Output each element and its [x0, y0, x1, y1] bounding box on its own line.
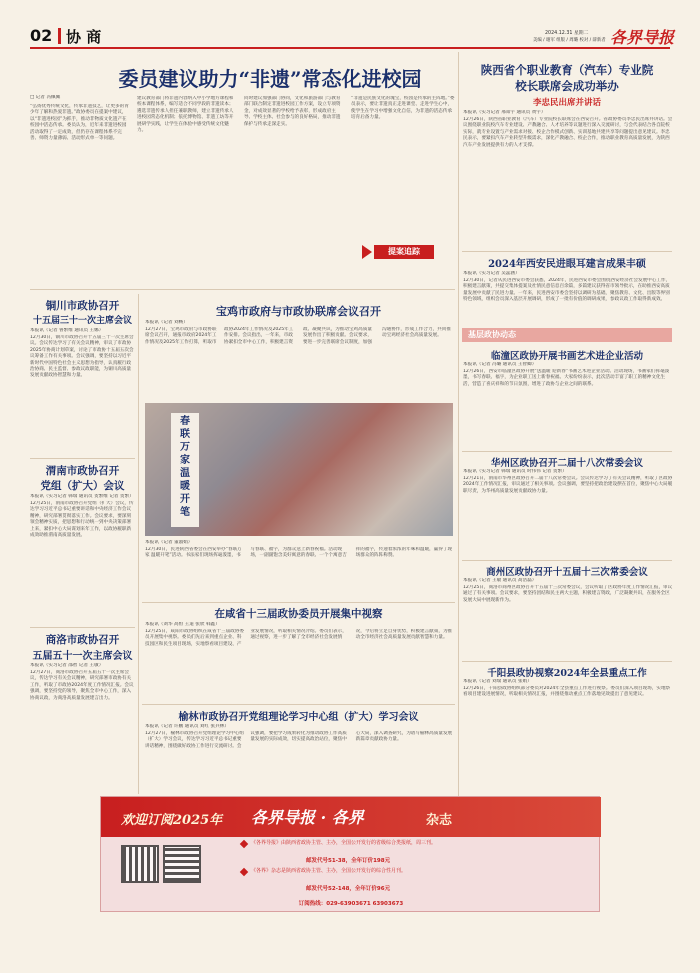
news-2-title: 华州区政协召开二届十八次常委会议	[490, 458, 643, 469]
left-2-title-2: 党组（扩大）会议	[40, 480, 125, 492]
caption-char: 暖	[180, 481, 190, 492]
mid-body: 12月25日，咸阳市政协组织在咸省十三届政协委员开展集中视察。委员们先后来到重点企业、科技园区和民生项目现场，实地察看项目建设、产业发展情况，听取相关情况介绍。委员们表示，通过视察，进一步了解了全市经济社会发展情况，今后将立足自身优势，积极建言献策，为推动全市经济社会高质量发展贡献智慧和力量。	[145, 629, 453, 647]
caption-char: 温	[180, 468, 190, 479]
center-rule-1	[142, 602, 455, 603]
banner-label: 提案追踪	[374, 245, 434, 259]
lead-column-3: 同时建议加强部门协同，文化和旅游部门与教育部门联合制定非遗进校园工作方案，设立专项资金，对成效显著的学校给予表彰，形成政府主导、学校主体、社会参与的良好格局，推动非遗保护与传承走深走实。	[244, 96, 341, 127]
ad-headline	[101, 797, 601, 837]
news-4-byline: 本报讯（记者 刘瑞 通讯员 张娟）	[463, 679, 532, 684]
news-2-byline: 本报讯（实习记者 韩瑞 通讯员 时伟伟 记者 贺繁）	[463, 469, 567, 474]
caption-char: 春	[180, 416, 190, 427]
news-2-body: 12月21日，渭南市华州区政协召开二届十八次常委会议。会议传达学习了有关会议精神，听取了区政协2024年工作情况汇报，审议通过了相关事项。会议强调，要坚持把政治建设摆在首位，聚焦中心大局履职尽责，为华州高质量发展贡献政协力量。	[463, 476, 673, 494]
left-rule-1	[30, 458, 135, 459]
ad-line1: 欢迎订阅2025年	[121, 813, 223, 828]
date-line: 2024.12.31 星期二	[545, 31, 589, 36]
ad-qr-code	[163, 845, 201, 883]
lead-byline: □ 记者 冯佩佩	[30, 95, 61, 100]
left-2-byline: 本报讯（实习记者 韩瑞 通讯员 贺繁维 记者 贺繁）	[30, 494, 134, 499]
news-4-title: 千阳县政协视察2024年全县重点工作	[487, 668, 647, 679]
caption-char: 万	[180, 442, 190, 453]
right-top-subtitle: 李忠民出席并讲话	[532, 98, 601, 108]
editor-line: 美编 / 谢军 组版 / 周璐 校对 / 薛新者	[533, 38, 606, 43]
left-2-body: 12月25日，渭南市政协召开党组（扩大）会议，传达学习习近平总书记重要讲话和中央经济工作会议精神，研究部署贯彻落实工作。会议要求，要深刻领会精神实质，把思想和行动统一到中央决策部署上来，紧扣中心大局谋划来年工作，以政协履职新成效助推渭南高质量发展。	[30, 501, 134, 539]
left-column-rule	[138, 294, 139, 794]
right-top-body: 12月26日，陕西省职业教育（汽车）专业院校长联席会在西安召开。省政协委员李忠民出席并讲话。会议围绕职业院校汽车专业建设、产教融合、人才培养等议题进行深入交流研讨，与会代表结合各自院校实际，就专业设置与产业需求对接、校企合作模式创新、实训基地共建共享等问题提出意见建议。李忠民表示，要紧扣汽车产业转型升级需求，深化产教融合、校企合作，推动职业教育高质量发展，为陕西汽车产业发展提供有力的人才支撑。	[463, 117, 673, 148]
center-rule-2	[142, 704, 455, 705]
news-4-body: 12月26日，千阳县政协组织部分委员对2024年全县重点工作进行视察。委员们深入项目现场，实地察看项目建设进展情况，听取相关情况汇报，并围绕推动重点工作落地见效提出了意见建议。	[463, 686, 671, 698]
ad-item1-price: 邮发代号51-38，全年订价198元	[306, 858, 391, 864]
ad-item2: 《各界》杂志是陕西省政协主管、主办，全国公开发行的综合性月刊。	[251, 868, 407, 874]
subscription-ad	[100, 796, 600, 912]
caption-char: 联	[180, 429, 190, 440]
news-3-byline: 本报讯（记者 王敏 通讯员 高浩磊）	[463, 578, 537, 583]
right-mid-byline: 本报讯（实习记者 吴蕊涵）	[463, 271, 520, 276]
ad-phone: 订阅热线：029-63903671 63903673	[298, 901, 404, 907]
low-byline: 本报讯（记者 许鹏 通讯员 刘红 张兵林）	[145, 724, 229, 729]
right-mid-body: 12月30日，记者从民进西安市委会获悉，2024年，民进西安市委会围绕西安经济社会发展中心工作，积极建言献策，共提交集体提案及社情民意信息百余篇，多篇建议获得省市领导批示，在助推西安高质量发展中贡献了民进力量。一年来，民进西安市委会坚持以调研为基础，聚焦教育、文化、出版等界别特色领域，组织会员深入基层开展调研，形成了一批有价值的调研成果，参政议政工作取得新成效。	[463, 278, 671, 303]
mid-byline: 本报讯（刘华 高恒 王道 张欣 韩鑫）	[145, 622, 220, 627]
newspaper-logo: 各界导报	[610, 28, 675, 47]
grass-roots-header: 基层政协动态	[462, 328, 672, 342]
ad-item1: 《各界导报》由陕西省政协主管、主办，全国公开发行的省级综合类报纸，周三刊。	[251, 840, 437, 846]
lead-bottom-rule	[30, 289, 455, 290]
ad-bullet-icon	[240, 868, 248, 876]
page-number: 02	[30, 26, 53, 45]
caption-char: 开	[180, 494, 190, 505]
masthead-rule	[30, 47, 670, 49]
right-top-byline: 本报讯（实习记者 邢知宇 通讯员 黄宇）	[463, 110, 546, 115]
ad-bullet-icon	[240, 840, 248, 848]
left-3-title-1: 商洛市政协召开	[45, 634, 120, 646]
left-3-body: 12月27日，商洛市政协召开五届五十一次主席会议，传达学习有关会议精神，研究部署市政协有关工作，听取了市政协2024年度工作情况汇报。会议强调，要坚持党的领导，聚焦全市中心工作，深入协商议政，为商洛高质量发展建言出力。	[30, 670, 134, 701]
center-title: 宝鸡市政府与市政协联席会议召开	[216, 305, 381, 318]
news-rule-3	[462, 661, 672, 662]
caption-char: 笔	[180, 507, 190, 518]
ad-qr-code	[121, 845, 159, 883]
photo-caption-panel	[171, 413, 199, 527]
right-top-title-2: 校长联席会成功举办	[515, 79, 619, 93]
photo-byline: 本报讯（记者 董淑娟）	[145, 540, 193, 545]
right-top-rule	[462, 251, 672, 252]
right-mid-title: 2024年西安民进眼耳建言成果丰硕	[488, 259, 646, 270]
news-3-body: 12月25日，商洛市商州区政协召开十五届十三次常委会议，会议听取了区政协年度工作情况汇报，审议通过了有关事项。会议要求，要坚持团结和民主两大主题，积极建言资政，广泛凝聚共识，在服务全区发展大局中展现新作为。	[463, 585, 673, 603]
masthead	[0, 0, 700, 48]
low-body: 12月27日，榆林市政协召开党组理论学习中心组（扩大）学习会议，传达学习习近平总书记重要讲话精神，围绕做好政协工作进行交流研讨。会议强调，要把学习成果转化为推动政协工作高质量发展的实际成效，切实提高政治站位，聚焦中心大局，深入调查研究，为谱写榆林高质量发展新篇章贡献政协力量。	[145, 731, 453, 749]
right-top-title-1: 陕西省个职业教育（汽车）专业院	[480, 63, 654, 77]
left-1-title-1: 铜川市政协召开	[45, 300, 120, 312]
news-rule-1	[462, 451, 672, 452]
ad-logo: 各界导报 · 各界	[251, 808, 364, 827]
divider-bar-icon	[58, 28, 61, 44]
news-1-body: 12月26日，西安市临潼区政协开展“送温暖 迎新春”书画艺术进企业活动。活动现场，书画家们挥毫泼墨，书写春联、福字，为企业职工送上新春祝福。大家纷纷表示，此次活动丰富了职工的精神文化生活，营造了喜庆祥和的节日氛围，增进了政协与企业之间的联系。	[463, 369, 670, 387]
photo-body: 12月30日，民进陕西省委会在西安举办“春联万家 温暖开笔”活动。书法家们现场挥毫泼墨，书写春联、福字，为群众送上新春祝福。活动现场，一副副饱含美好寓意的春联、一个个寓意吉祥的福字，传递着浓浓的年味和温暖，赢得了现场群众的阵阵称赞。	[145, 547, 453, 559]
lead-column-1: “弘扬优秀传统文化，传承非遗技艺，让更多的青少年了解和热爱非遗。”政协委员在提案中建议，以“非遗进校园”为抓手，推动非物质文化遗产在校园中活态传承。委员认为，近年来非遗进校园活动取得了一定成效，但仍存在课程体系不完善、师资力量薄弱、活动形式单一等问题。	[30, 104, 129, 142]
lead-column-2: 建议教育部门将非遗内容纳入中小学地方课程和校本课程体系，编写适合不同学段的非遗读本；遴选非遗传承人担任兼职教师，建立非遗传承人进校园常态化机制；依托博物馆、非遗工坊等开展研学实践，让学生在体验中感受传统文化魅力。	[137, 96, 234, 134]
section-title: 协 商	[66, 28, 102, 46]
caption-char: 家	[180, 455, 190, 466]
right-column-rule	[458, 52, 459, 912]
left-3-title-2: 五届五十一次主席会议	[32, 651, 133, 662]
left-3-byline: 本报讯（实习记者 邵智 记者 王敏）	[30, 663, 104, 668]
ad-line1-tail: 杂志	[426, 813, 453, 828]
news-1-byline: 本报讯（记者 冯璐 通讯员 王智卿）	[463, 362, 537, 367]
lead-title: 委员建议助力“非遗”常态化进校园	[118, 67, 422, 91]
left-1-byline: 本报讯（记者 鲁繁维 通讯员 王娜）	[30, 328, 104, 333]
low-title: 榆林市政协召开党组理论学习中心组（扩大）学习会议	[178, 712, 419, 723]
left-1-title-2: 十五届三十一次主席会议	[32, 316, 132, 326]
news-3-title: 商州区政协召开十五届十三次常委会议	[486, 567, 648, 578]
left-1-body: 12月30日，铜川市政协召开十五届三十一次主席会议。会议传达学习了有关会议精神，审议了市政协2025年协商计划草案，讨论了市政协十五届五次会议筹备工作有关事项。会议强调，要坚持以习近平新时代中国特色社会主义思想为指导，认真履行政治协商、民主监督、参政议政职能，为铜川高质量发展贡献政协智慧和力量。	[30, 335, 134, 379]
center-byline: 本报讯（记者 刘畅）	[145, 320, 188, 325]
proposal-tracking-banner	[362, 245, 452, 259]
photo-event	[145, 403, 453, 536]
lead-column-4: “非遗是民族文化的瑰宝，校园是传承的主阵地。”委员表示，要让非遗真正走进课堂、走进学生心中，使学生在学习中增强文化自信，为非遗的活态传承培育后备力量。	[351, 96, 455, 121]
news-rule-2	[462, 560, 672, 561]
news-1-title: 临潼区政协开展书画艺术进企业活动	[490, 351, 643, 362]
left-2-title-1: 渭南市政协召开	[45, 465, 120, 477]
left-rule-2	[30, 627, 135, 628]
banner-arrow-icon	[362, 245, 372, 259]
ad-item2-price: 邮发代号52-148，全年订价96元	[306, 886, 391, 892]
center-body: 12月27日，宝鸡市政府与市政协联席会议召开，通报市政府2024年工作情况及2025年工作打算，听取市政协2024年工作情况及2025年工作安排。会议指出，一年来，市政协紧扣全市中心工作，积极建言资政、凝聚共识，为推动宝鸡高质量发展作出了积极贡献。会议要求，要进一步完善联席会议制度，加强沟通协作，形成工作合力，共同推动宝鸡经济社会高质量发展。	[145, 327, 451, 345]
mid-title: 在咸省十三届政协委员开展集中视察	[214, 608, 383, 620]
